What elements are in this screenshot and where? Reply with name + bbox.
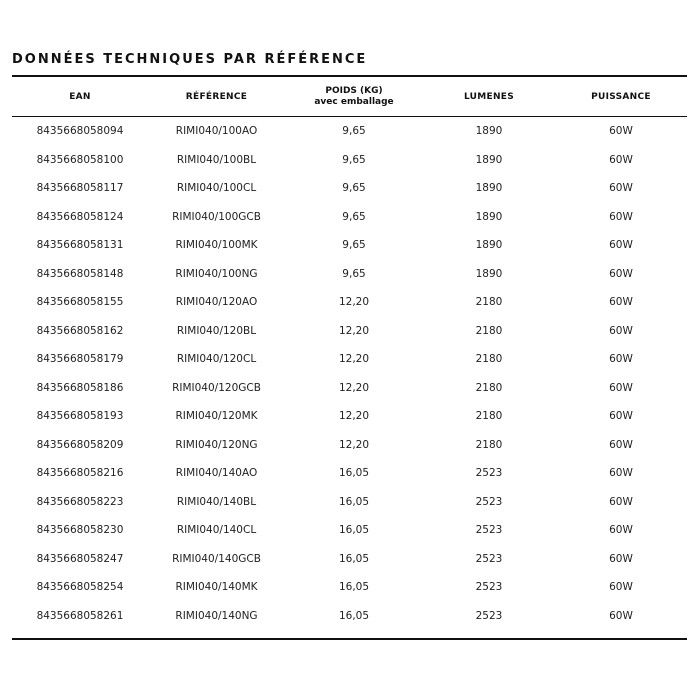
- cell-reference: RIMI040/140AO: [175, 467, 258, 480]
- cell-poids: 12,20: [338, 410, 370, 423]
- cell-ean: 8435668058230: [36, 524, 124, 537]
- cell-poids: 9,65: [342, 125, 366, 138]
- cell-reference: RIMI040/120AO: [175, 296, 258, 309]
- table-bottom-rule: [12, 638, 687, 640]
- cell-poids: 16,05: [338, 609, 370, 622]
- cell-lumenes: 2523: [475, 581, 503, 594]
- cell-lumenes: 2180: [475, 410, 503, 423]
- cell-lumenes: 1890: [475, 267, 503, 280]
- table-row: [12, 317, 687, 346]
- cell-reference: RIMI040/140MK: [175, 581, 258, 594]
- cell-ean: 8435668058094: [36, 125, 124, 138]
- cell-reference: RIMI040/100CL: [176, 182, 257, 195]
- cell-reference: RIMI040/100GCB: [172, 210, 261, 223]
- cell-ean: 8435668058223: [36, 495, 124, 508]
- cell-lumenes: 2180: [475, 296, 503, 309]
- cell-poids: 16,05: [338, 495, 370, 508]
- cell-ean: 8435668058254: [36, 581, 124, 594]
- cell-lumenes: 2523: [475, 467, 503, 480]
- header-poids-line2: avec emballage: [314, 97, 394, 107]
- table-row: [12, 488, 687, 517]
- header-poids: [285, 86, 423, 108]
- cell-ean: 8435668058179: [36, 353, 124, 366]
- cell-reference: RIMI040/140NG: [175, 609, 258, 622]
- cell-ean: 8435668058247: [36, 552, 124, 565]
- cell-puissance: 60W: [609, 524, 633, 537]
- cell-puissance: 60W: [609, 581, 633, 594]
- cell-puissance: 60W: [609, 438, 633, 451]
- table-header: [12, 78, 687, 116]
- cell-ean: 8435668058216: [36, 467, 124, 480]
- table-row: [12, 459, 687, 488]
- table-row: [12, 231, 687, 260]
- cell-puissance: 60W: [609, 609, 633, 622]
- cell-poids: 12,20: [338, 296, 370, 309]
- header-lumenes: LUMENES: [463, 91, 515, 102]
- table-top-rule: [12, 75, 687, 77]
- cell-puissance: 60W: [609, 239, 633, 252]
- cell-puissance: 60W: [609, 125, 633, 138]
- cell-poids: 16,05: [338, 581, 370, 594]
- cell-lumenes: 1890: [475, 239, 503, 252]
- cell-lumenes: 1890: [475, 125, 503, 138]
- cell-ean: 8435668058209: [36, 438, 124, 451]
- table-row: [12, 431, 687, 460]
- header-puissance: PUISSANCE: [591, 91, 651, 102]
- cell-puissance: 60W: [609, 410, 633, 423]
- cell-reference: RIMI040/100MK: [175, 239, 258, 252]
- cell-reference: RIMI040/140CL: [176, 524, 257, 537]
- header-reference: RÉFÉRENCE: [185, 91, 248, 102]
- cell-lumenes: 2180: [475, 324, 503, 337]
- cell-puissance: 60W: [609, 210, 633, 223]
- cell-lumenes: 1890: [475, 182, 503, 195]
- cell-reference: RIMI040/100BL: [176, 153, 257, 166]
- cell-poids: 16,05: [338, 552, 370, 565]
- cell-lumenes: 2523: [475, 552, 503, 565]
- cell-lumenes: 2180: [475, 353, 503, 366]
- table-row: [12, 602, 687, 631]
- cell-reference: RIMI040/100AO: [175, 125, 258, 138]
- cell-lumenes: 1890: [475, 153, 503, 166]
- header-poids-line1: POIDS (KG): [325, 86, 383, 96]
- cell-puissance: 60W: [609, 552, 633, 565]
- cell-ean: 8435668058117: [36, 182, 124, 195]
- page-title: DONNÉES TECHNIQUES PAR RÉFÉRENCE: [12, 52, 368, 67]
- table-row: [12, 174, 687, 203]
- cell-ean: 8435668058148: [36, 267, 124, 280]
- table-row: [12, 146, 687, 175]
- cell-poids: 16,05: [338, 467, 370, 480]
- cell-reference: RIMI040/120CL: [176, 353, 257, 366]
- table-row: [12, 203, 687, 232]
- cell-puissance: 60W: [609, 182, 633, 195]
- cell-puissance: 60W: [609, 267, 633, 280]
- cell-lumenes: 2523: [475, 524, 503, 537]
- cell-poids: 9,65: [342, 210, 366, 223]
- cell-poids: 12,20: [338, 324, 370, 337]
- cell-reference: RIMI040/120MK: [175, 410, 258, 423]
- table-row: [12, 117, 687, 146]
- cell-ean: 8435668058261: [36, 609, 124, 622]
- cell-ean: 8435668058193: [36, 410, 124, 423]
- cell-poids: 16,05: [338, 524, 370, 537]
- cell-reference: RIMI040/120NG: [175, 438, 258, 451]
- cell-lumenes: 1890: [475, 210, 503, 223]
- cell-lumenes: 2180: [475, 381, 503, 394]
- table-body: [12, 117, 687, 630]
- table-row: [12, 573, 687, 602]
- table-row: [12, 545, 687, 574]
- cell-lumenes: 2180: [475, 438, 503, 451]
- cell-ean: 8435668058124: [36, 210, 124, 223]
- cell-puissance: 60W: [609, 381, 633, 394]
- table-row: [12, 402, 687, 431]
- cell-poids: 12,20: [338, 353, 370, 366]
- cell-puissance: 60W: [609, 467, 633, 480]
- table-row: [12, 374, 687, 403]
- cell-lumenes: 2523: [475, 495, 503, 508]
- cell-puissance: 60W: [609, 495, 633, 508]
- cell-puissance: 60W: [609, 353, 633, 366]
- table-row: [12, 345, 687, 374]
- cell-poids: 9,65: [342, 267, 366, 280]
- cell-poids: 12,20: [338, 381, 370, 394]
- cell-reference: RIMI040/120GCB: [172, 381, 261, 394]
- cell-reference: RIMI040/100NG: [175, 267, 258, 280]
- cell-lumenes: 2523: [475, 609, 503, 622]
- table-row: [12, 260, 687, 289]
- cell-ean: 8435668058131: [36, 239, 124, 252]
- header-ean: EAN: [69, 91, 91, 102]
- cell-puissance: 60W: [609, 153, 633, 166]
- cell-puissance: 60W: [609, 296, 633, 309]
- table-row: [12, 288, 687, 317]
- cell-poids: 12,20: [338, 438, 370, 451]
- cell-poids: 9,65: [342, 153, 366, 166]
- cell-poids: 9,65: [342, 239, 366, 252]
- cell-ean: 8435668058100: [36, 153, 124, 166]
- cell-ean: 8435668058162: [36, 324, 124, 337]
- table-row: [12, 516, 687, 545]
- cell-reference: RIMI040/120BL: [176, 324, 257, 337]
- cell-puissance: 60W: [609, 324, 633, 337]
- cell-poids: 9,65: [342, 182, 366, 195]
- cell-reference: RIMI040/140BL: [176, 495, 257, 508]
- cell-ean: 8435668058186: [36, 381, 124, 394]
- cell-ean: 8435668058155: [36, 296, 124, 309]
- cell-reference: RIMI040/140GCB: [172, 552, 261, 565]
